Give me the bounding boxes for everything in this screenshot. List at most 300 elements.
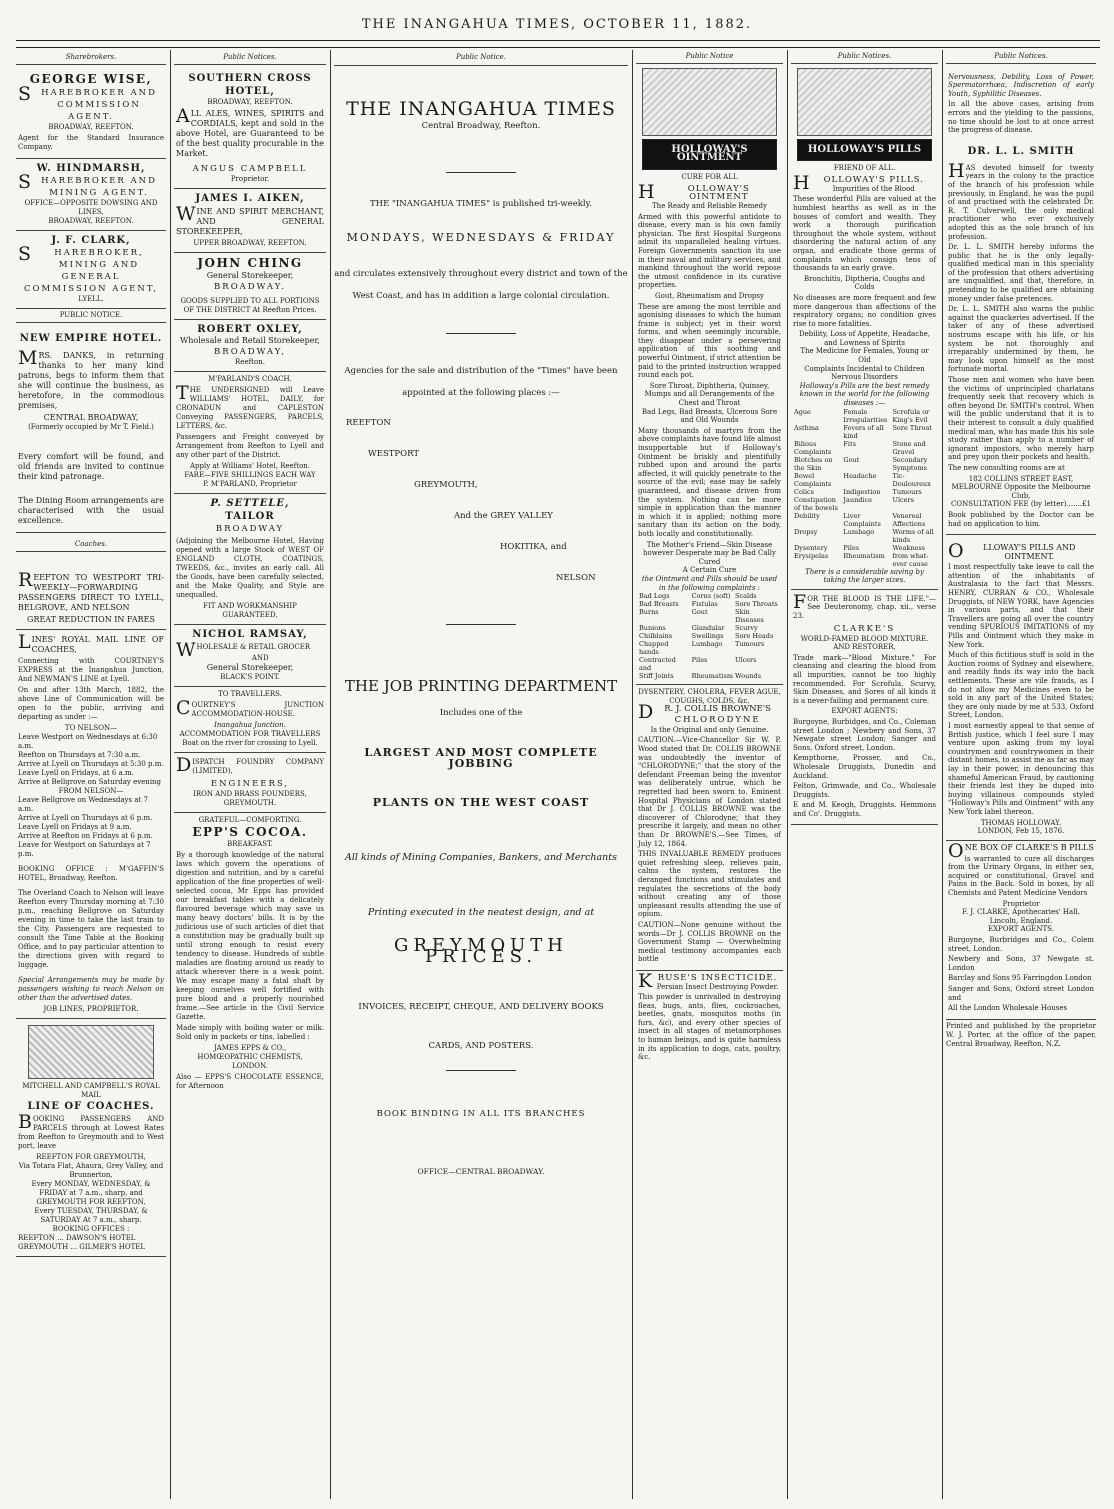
ad-holloway-pills: [791, 173, 938, 590]
holloway-pills-seal: HOLLOWAY'S PILLS: [797, 139, 932, 162]
table-cell: Wounds: [735, 672, 762, 681]
ad-subtitle: Gout, Rheumatism and Dropsy: [655, 291, 764, 300]
newspaper-address: Central Broadway, Reefton.: [421, 121, 541, 131]
ad-text: Leave Lyell on Fridays at 9 a.m.: [18, 823, 132, 831]
column-heading: Public Notices.: [791, 52, 938, 64]
table-cell: Fevers of all kind: [843, 423, 884, 440]
ad-text: GREYMOUTH.: [223, 799, 277, 807]
ad-title: SOUTHERN CROSS HOTEL,: [188, 73, 312, 97]
table-row: [638, 672, 781, 680]
section-heading: Coaches.: [16, 539, 166, 552]
ad-title: JOHN CHING: [197, 256, 303, 270]
table-cell: Gout: [843, 455, 860, 464]
diseases-table: [793, 408, 936, 568]
ad-subtitle: Persian Insect Destroying Powder.: [656, 982, 779, 991]
circulation-note: and circulates extensively throughout every district and town of the West Coast, and has in addition a large colonial circulation.: [334, 269, 628, 301]
table-cell: Dropsy: [794, 527, 818, 536]
table-cell: Swellings: [691, 632, 724, 641]
ad-text: ENGINEERS,: [210, 779, 290, 789]
ad-text: F. J. CLARKE, Apothecaries' Hall,: [962, 908, 1080, 917]
table-cell: Rheumatism: [691, 672, 734, 681]
table-row: [638, 608, 781, 624]
table-row: [793, 488, 936, 496]
ad-text: The Dining Room arrangements are characterised with the usual excellence.: [18, 496, 164, 525]
ad-text: Also — EPPS'S CHOCOLATE ESSENCE, for Afternoon: [176, 1073, 324, 1090]
table-row: [793, 472, 936, 488]
ad-body: Dr. L. L. SMITH hereby informs the public that he is the only legally-qualified medical man in this speciality of the profession that others advertising are unqualified, and that, therefore, in pretending to be qualified are obtaining money under false pretences.: [948, 243, 1094, 303]
ad-text: In all the above cases, arising from errors and the yielding to the passions, no time should be lost to at once arrest the progress of disease.: [948, 100, 1094, 135]
column-inangahua-times: [334, 52, 628, 1501]
ad-subtitle: Holloway's Pills are the best remedy known in the world for the following diseases :—: [799, 381, 930, 408]
ad-text: BOOKING OFFICES :: [52, 1225, 130, 1233]
ad-title: KRUSE'S INSECTICIDE.: [638, 969, 778, 992]
ad-text: Newbery and Sons, 37 Newgate st. London: [948, 955, 1094, 972]
table-cell: Lumbago: [843, 527, 875, 536]
agency-place: NELSON: [556, 573, 596, 583]
job-printing-text: All kinds of Mining Companies, Bankers, and Merchants: [345, 852, 617, 863]
ad-chlorodyne: [636, 685, 783, 971]
table-cell: Fistulas: [691, 600, 718, 609]
ad-text: GREYMOUTH ... GILMER'S HOTEL: [18, 1243, 146, 1251]
column-rule: [632, 50, 633, 1499]
ad-text: BREAKFAST.: [227, 840, 273, 848]
table-cell: Stone and Gravel: [892, 439, 926, 456]
ad-body: No diseases are more frequent and few more dangerous than affections of the respiratory organs; no condition gives rise to more fatalities.: [793, 293, 936, 328]
ad-body: COURTNEY'S JUNCTION ACCOMMODATION-HOUSE.: [176, 697, 324, 719]
ad-courtney-junction: [174, 687, 326, 753]
table-cell: Tumours: [892, 487, 922, 496]
ad-date: LONDON, Feb 15, 1876.: [977, 827, 1065, 836]
ad-text: General Storekeeper,: [206, 663, 294, 672]
ad-subtitle: Bad Legs, Bad Breasts, Ulcerous Sore and Old Wounds: [641, 407, 778, 425]
table-cell: Lumbago: [691, 640, 723, 649]
ad-text: General Storekeeper,: [206, 271, 294, 280]
ad-holloway-warning: [946, 535, 1096, 841]
ad-title: HOLLOWAY'S OINTMENT: [638, 180, 750, 203]
ad-text: TO NELSON—: [64, 724, 118, 732]
table-cell: Piles: [843, 543, 860, 552]
table-row: [638, 640, 781, 656]
ad-subtitle: Nervous Disorders: [831, 373, 898, 382]
table-row: [793, 552, 936, 568]
ad-hindmarsh: [16, 159, 166, 231]
ad-text: Burgoyne, Burbidges, and Co., Coleman street London ; Newbery and Sons, 37 Newgate street London; Sanger and Sons, Oxford street, London.: [793, 717, 936, 752]
ad-body: SHAREBROKER AND MINING AGENT.: [18, 171, 157, 198]
ad-robert-oxley: [174, 320, 326, 372]
ad-insecticide: [636, 971, 783, 1068]
ad-title: DR. L. L. SMITH: [967, 145, 1075, 157]
job-printing-highlight: LARGEST AND MOST COMPLETE JOBBING: [364, 746, 598, 770]
table-cell: Stiff Joints: [639, 672, 674, 681]
ad-text: JAMES EPPS & CO.,: [213, 1044, 287, 1052]
table-row: [793, 440, 936, 456]
holloway-seal-illustration: [642, 68, 777, 136]
table-cell: Glandular: [691, 624, 725, 633]
ad-text: Kempthorne, Prosser, and Co., Wholesale Druggists, Dunedin and Auckland.: [793, 754, 936, 780]
table-cell: Bad Breasts: [639, 600, 679, 609]
column-dr-smith: [946, 52, 1096, 1501]
ad-text: Lincoln, England.: [989, 916, 1053, 925]
ad-body: DISPATCH FOUNDRY COMPANY (LIMITED),: [176, 754, 324, 776]
ad-new-empire-hotel: [16, 323, 166, 533]
table-cell: Bunions: [639, 624, 666, 633]
table-cell: Chilblains: [639, 632, 673, 641]
ad-text: Arrive at Reefton on Fridays at 6 p.m.: [18, 832, 153, 840]
table-row: [793, 424, 936, 440]
table-cell: Skin Diseases: [735, 608, 764, 625]
ad-nichol-ramsay: [174, 625, 326, 687]
column-heading: Public Notice.: [334, 52, 628, 66]
publication-note: THE "INANGAHUA TIMES" is published tri-weekly.: [370, 199, 592, 209]
table-cell: Jaundice: [843, 495, 872, 504]
ad-title: TO TRAVELLERS.: [218, 690, 282, 698]
ad-title: LINE OF COACHES.: [27, 1101, 155, 1112]
ad-mparland-coach: [174, 372, 326, 494]
table-cell: Chapped hands: [639, 640, 669, 657]
ad-body: WINE AND SPIRIT MERCHANT, AND GENERAL STOREKEEPER,: [176, 203, 324, 236]
ad-text: Every MONDAY, WEDNESDAY, & FRIDAY at 7 a.m., sharp, and: [31, 1180, 151, 1197]
masthead-title: THE INANGAHUA TIMES, OCTOBER 11, 1882.: [361, 17, 753, 32]
job-printing-highlight: PLANTS ON THE WEST COAST: [372, 796, 590, 809]
table-cell: Contracted and: [639, 656, 676, 673]
ad-body: CAUTION—None genuine without the words—Dr J. COLLIS BROWNE on the Government Stamp — Overwhelming medical testimony accompanies each bottle: [638, 920, 781, 964]
column-heading: Public Notices.: [174, 52, 326, 65]
ad-signature: THOMAS HOLLOWAY.: [980, 818, 1062, 827]
ad-john-ching: [174, 253, 326, 320]
ad-text: Made simply with boiling water or milk. Sold only in packets or tins, labelled :: [176, 1024, 324, 1041]
ad-title: WORLD-FAMED BLOOD MIXTURE.: [800, 634, 929, 643]
divider: [446, 172, 516, 173]
ad-title: J. F. CLARK,: [51, 235, 131, 246]
ad-body: I most earnestly appeal to that sense of British justice, which I feel sure I may venture upon asking from my loyal countrymen and countrywomen in their distant homes, to assist me as far as may lay in their power, in denouncing this shameful American Fraud, by cautioning their friends lest they be duped into buying villainous compounds styled "Holloway's Pills and Ointment" with any New York label thereon.: [948, 721, 1094, 816]
table-cell: Gout: [691, 608, 708, 617]
ad-title: CHLORODYNE: [674, 714, 761, 725]
ad-subtitle: Bronchitis, Diptheria, Coughs and Colds: [803, 274, 926, 292]
table-cell: Scrofula or King's Evil: [892, 407, 930, 424]
ad-text: Proprietor: [1002, 899, 1040, 908]
ad-signature: P. M'PARLAND, Proprietor: [203, 480, 297, 488]
ad-dr-smith: [946, 68, 1096, 536]
table-cell: Weakness: [892, 543, 926, 552]
ad-text: Arrive at Lyell on Thursdays at 6 p.m.: [18, 814, 153, 822]
ad-body: (Adjoining the Melbourne Hotel, Having opened with a large Stock of WEST OF ENGLAND CLOTH, COATINGS, TWEEDS, &c., invites an early call. All the Goods, have been carefully selected, and the Make Quality, and Style are unequalled.: [176, 537, 324, 599]
table-cell: Sore Heads: [735, 632, 774, 641]
imprint: Printed and published by the proprietor W. J. Porter, at the office of the paper, Central Broadway, Reefton, N.Z.: [946, 1021, 1096, 1048]
ad-body: Those men and women who have been the victims of unprincipled charlatans frequently seek that recovery which is often beyond Dr. SMITH's control. When will the public understand that it is to their interest to consult a duly qualified medical man, who has made this his sole study rather than apply to a number of ignorant impostors, who merely harp and prey upon their pockets and health.: [948, 376, 1094, 462]
ad-text: Arrive at Bellgrove on Saturday evening: [18, 778, 162, 786]
column-heading: Public Notices.: [946, 52, 1096, 64]
seal-caption: CURE FOR ALL: [681, 172, 738, 181]
job-printing-text: INVOICES, RECEIPT, CHEQUE, AND DELIVERY BOOKS: [358, 1002, 604, 1012]
table-cell: Scurvy: [735, 624, 758, 633]
ad-text: Apply at Williams' Hotel, Reefton.: [189, 462, 311, 470]
table-row: [793, 544, 936, 552]
column-heading: Sharebrokers.: [16, 52, 166, 65]
ad-subtitle: Complaints Incidental to Children: [804, 364, 925, 373]
ad-text: LONDON.: [232, 1062, 268, 1070]
table-cell: Female Irregularities: [843, 407, 888, 424]
ad-body: I most respectfully take leave to call the attention of the inhabitants of Australasia to the fact that Messrs. HENRY, CURRAN & CO., Wholesale Druggists, of NEW YORK, have Agencies in various parts, and that their Travellers are going all over the country vending SPURIOUS IMITATIONS of my Pills and Ointment which they make in New York.: [948, 563, 1094, 649]
agencies-note: Agencies for the sale and distribution of the "Times" have been appointed at the following places :—: [344, 366, 618, 398]
ad-title: CLARKE'S: [833, 623, 896, 634]
ad-body: SHAREBROKER, MINING AND GENERAL COMMISSION AGENT,: [18, 243, 158, 294]
table-cell: Venereal Affections: [892, 511, 926, 528]
table-row: [638, 656, 781, 672]
ad-body: Much of this fictitious stuff is sold in the Auction rooms of Sydney and elsewhere, and readily finds its way into the back settlements. These are vile frauds, as I do not allow my Medicines even to be sold in any part of the United States; they are only made by me at 533, Oxford Street, London.: [948, 651, 1094, 720]
table-row: [793, 512, 936, 528]
job-printing-heading: THE JOB PRINTING DEPARTMENT: [344, 677, 618, 695]
ad-text: Arrive at Lyell on Thursdays at 5:30 p.m.: [18, 760, 164, 768]
ad-body: This powder is unrivalled in destroying fleas, bugs, ants, flies, cockroaches, beetles, gnats, mosquitos moths (in furs, &c), and every other species of insect in all stages of metamorphoses to human beings, and is quite harmless in its application to dogs, cats, poultry, &c.: [638, 993, 781, 1062]
ad-text: On and after 13th March, 1882, the above Line of Communication will be open to the public, arriving and departing as under :—: [18, 686, 164, 721]
table-cell: Asthma: [794, 423, 819, 432]
ad-text: Leave for Westport on Saturdays at 7 p.m.: [18, 841, 151, 858]
ad-title: NEW EMPIRE HOTEL.: [19, 333, 163, 344]
column-public-notices-2: [174, 52, 326, 1501]
ad-body: Armed with this powerful antidote to disease, every man is his own family physician. The first Hospital Surgeons admit its unparalleled healing virtues. Foreign Governments sanction its use in their naval and military services, and mankind throughout the world repose the utmost confidence in its curative properties.: [638, 212, 781, 290]
ad-signature: JOB LINES, PROPRIETOR.: [43, 1005, 139, 1013]
ad-text: Reefton.: [235, 358, 265, 366]
masthead: [0, 0, 1114, 44]
ad-mitchell-campbell: [16, 1019, 166, 1257]
holloway-ointment-seal: HOLLOWAY'S OINTMENT: [642, 139, 777, 170]
job-printing-text: Printing executed in the neatest design, and at: [367, 907, 595, 918]
ad-title: P. SETTELE,: [210, 498, 290, 509]
ad-text: Agent for the Standard Insurance Company.: [18, 134, 164, 151]
table-cell: Indigestion: [843, 487, 881, 496]
table-cell: Corns (soft): [691, 592, 731, 601]
ad-text: There is a considerable saving by taking the larger sizes.: [805, 567, 924, 585]
ad-title: ROBERT OXLEY,: [197, 324, 303, 335]
ad-body: MRS. DANKS, in returning thanks to her many kind patrons, begs to inform them that she will continue the business, as heretofore, in the commodious premises,: [18, 347, 164, 410]
ad-body: These are among the most terrible and agonising diseases to which the human frame is subject; yet in their worst forms, and when seemingly incurable, they disappear under a persevering application of this soothing and powerful Ointment, if strict attention be paid to the printed instruction wrapped round each pot.: [638, 302, 781, 380]
column-rule: [170, 50, 171, 1499]
ad-text: Burgoyne, Burbridges and Co., Colem street, London.: [948, 936, 1094, 953]
ad-body: SHAREBROKER AND COMMISSION AGENT.: [18, 83, 157, 122]
ad-text: Inangahua Junction.: [214, 721, 286, 729]
ad-text: MITCHELL AND CAMPBELL'S ROYAL MAIL: [22, 1082, 160, 1099]
table-cell: Ague: [794, 407, 811, 416]
table-cell: Scalds: [735, 592, 757, 601]
ad-subtitle: the Ointment and Pills should be used in the following complaints :: [641, 574, 778, 592]
masthead-rule-bottom: [16, 47, 1100, 48]
divider: [446, 1070, 516, 1071]
ad-body: Trade mark—"Blood Mixture." For cleansing and clearing the blood from all impurities, cannot be too highly recommended. For Scrofula, Scurvy, Skin Diseases, and Sores of all kinds it is a never-failing and permanent cure.: [793, 653, 936, 705]
ad-text: E and M. Keogh, Druggists. Hemmons and Co'. Druggists.: [793, 801, 936, 818]
ad-southern-cross-hotel: [174, 69, 326, 189]
ad-text: GREYMOUTH FOR REEFTON,: [36, 1198, 146, 1206]
ad-text: Book published by the Doctor can be had on application to him.: [948, 510, 1094, 528]
ad-address: 182 COLLINS STREET EAST, MELBOURNE Opposite the Melbourne Club,: [951, 474, 1091, 500]
ad-body: WHOLESALE & RETAIL GROCER: [176, 639, 311, 661]
ad-title: HOLLOWAY'S PILLS.: [793, 172, 924, 195]
ad-text: Reefton on Thursdays at 7:30 a.m.: [18, 751, 141, 759]
ad-address: LYELL.: [78, 295, 104, 303]
job-printing-text: BOOK BINDING IN ALL ITS BRANCHES: [376, 1109, 586, 1119]
table-cell: Ulcers: [735, 656, 757, 665]
ad-body: Dr. L. L. SMITH also warns the public against the quackeries advertised. If the taker of any of these advertised nostrums escape with his life, or his system be not thoroughly and irreparably undermined by them, he may look upon himself as the most fortunate mortal.: [948, 305, 1094, 374]
ad-body: ALL ALES, WINES, SPIRITS and CORDIALS, kept and sold in the above Hotel, are Guaranteed to be of the best quality procurable in the Market.: [176, 105, 324, 158]
ad-title: LINES' ROYAL MAIL LINE OF COACHES,: [18, 631, 164, 654]
ad-text: Special Arrangements may be made by passengers wishing to reach Nelson on other than the advertised dates.: [18, 976, 164, 1002]
column-holloway-ointment: [636, 52, 783, 1501]
ad-text: FROM NELSON—: [58, 787, 124, 795]
divider: [446, 624, 516, 625]
ad-body: Connecting with COURTNEY'S EXPRESS at the Inangahua Junction, And NEWMAN'S LINE at Lyell.: [18, 657, 164, 683]
table-row: [638, 632, 781, 640]
ad-text: REEFTON FOR GREYMOUTH,: [36, 1153, 146, 1161]
ad-address: CENTRAL BROADWAY,: [43, 413, 139, 422]
ad-text: FIT AND WORKMANSHIP GUARANTEED.: [203, 602, 297, 619]
ad-title: DR. J. COLLIS BROWNE'S: [638, 701, 771, 724]
ad-clark: [16, 231, 166, 309]
ad-text: OFFICE—OPPOSITE DOWSING AND LINES,: [24, 199, 158, 216]
table-row: [793, 528, 936, 544]
ad-title: ONE BOX OF CLARKE'S B PILLS: [948, 840, 1094, 863]
ad-dispatch-foundry: [174, 753, 326, 813]
publication-days: MONDAYS, WEDNESDAYS & FRIDAY: [346, 231, 616, 244]
table-row: [793, 496, 936, 512]
ad-subtitle: EXPORT AGENTS.: [988, 925, 1054, 934]
ad-text: AND: [251, 654, 269, 662]
ad-address: BROADWAY, REEFTON.: [207, 98, 293, 106]
ad-text: IRON AND BRASS FOUNDERS,: [193, 790, 307, 798]
ad-body: THIS INVALUABLE REMEDY produces quiet refreshing sleep, relieves pain, calms the system, restores the deranged functions and stimulates and regulates the secretions of the body without creating any of those unpleasant results attending the use of opium.: [638, 850, 781, 919]
ad-address: BROADWAY, REEFTON.: [48, 123, 134, 131]
agency-place: WESTPORT: [368, 449, 420, 459]
table-cell: Worms of all kinds: [892, 527, 934, 544]
ad-body: THE UNDERSIGNED will Leave WILLIAMS' HOTEL, DAILY, for CRONADUN and CAPLESTON Conveying PASSENGERS, PARCELS, LETTERS, &c.: [176, 382, 324, 430]
ad-title: JAMES I. AIKEN,: [195, 193, 305, 204]
complaints-table: [638, 592, 781, 680]
table-cell: Debility: [794, 511, 820, 520]
ad-text: Every TUESDAY, THURSDAY, & SATURDAY At 7 a.m., sharp.: [34, 1207, 148, 1224]
ad-text: GREAT REDUCTION IN FARES: [27, 615, 155, 624]
ad-text: TAILOR: [225, 511, 275, 522]
ad-text: CONSULTATION FEE (by letter).......£1: [951, 500, 1091, 509]
ad-text: (Formerly occupied by Mr T. Field.): [28, 423, 154, 431]
ad-text: Sanger and Sons, Oxford street London and: [948, 985, 1094, 1002]
agency-place: REEFTON: [346, 418, 391, 428]
table-cell: Tic-Douloureux: [892, 471, 931, 488]
column-rule: [942, 50, 943, 1499]
ad-text: FOR THE BLOOD IS THE LIFE."—See Deuteronomy, chap. xii., verse 23.: [793, 590, 936, 620]
ad-subtitle: EXPORT AGENTS:: [831, 707, 898, 716]
table-row: [638, 624, 781, 632]
table-cell: Bilious Complaints: [794, 439, 832, 456]
job-printing-text: CARDS, AND POSTERS.: [428, 1041, 534, 1051]
agency-place: GREYMOUTH,: [414, 480, 478, 490]
table-cell: Burns: [639, 608, 659, 617]
ad-body: CAUTION.—Vice-Chancellor Sir W. P. Wood stated that Dr. COLLIS BROWNE was undoubtedly the inventor of "CHLORODYNE;" that the story of the defendant Freeman being the inventor was deliberately untrue, which he regretted had been sworn to. Eminent Hospital Physicians of London stated that Dr J. COLLIS BROWNE was the discoverer of Chlorodyne; that they prescribe it largely, and mean no other than Dr BROWNE'S.—See Times, of July 12, 1864.: [638, 736, 781, 848]
ad-body: Many thousands of martyrs from the above complaints have found life almost insupportable but if Holloway's Ointment be briskly and plentifully rubbed upon and around the parts affected, it will quickly penetrate to the source of the evil; ease may be safely guaranteed, and disease driven from the system. Nothing can be more simple in application than the manner in which it is applied; nothing more sanitary than its action on the body, both locally and constitutionally.: [638, 426, 781, 538]
ad-text: FARE—FIVE SHILLINGS EACH WAY: [184, 471, 316, 479]
table-cell: Constipation of the bowels: [794, 495, 838, 512]
holloway-seal-illustration: [797, 68, 932, 136]
table-cell: Headache: [843, 471, 877, 480]
office-address: OFFICE—CENTRAL BROADWAY.: [417, 1167, 545, 1176]
ad-clarke-blood-mixture: [791, 590, 938, 826]
ad-address: BLACK'S POINT.: [220, 673, 280, 681]
ad-text: BOOKING OFFICE : M'GAFFIN'S HOTEL, Broadway, Reefton.: [18, 865, 164, 882]
table-cell: Colics: [794, 487, 815, 496]
table-row: [793, 456, 936, 472]
agency-place: And the GREY VALLEY: [454, 511, 553, 521]
table-cell: from what-ever cause: [892, 551, 929, 568]
ad-title: M'PARLAND'S COACH.: [208, 375, 292, 383]
job-printing-prices: GREYMOUTH PRICES.: [393, 935, 568, 967]
ad-subtitle: A Certain Cure: [682, 566, 737, 575]
ad-text: Leave Bellgrove on Wednesdays at 7 a.m.: [18, 796, 148, 813]
ad-body: GOODS SUPPLIED TO ALL PORTIONS OF THE DISTRICT At Reefton Prices.: [180, 297, 320, 314]
ad-settele-tailor: [174, 494, 326, 625]
table-cell: Bowel Complaints: [794, 471, 832, 488]
section-heading: PUBLIC NOTICE.: [16, 309, 166, 323]
ad-subtitle: Sore Throat, Diphtheria, Quinsey, Mumps and all Derangements of the Chest and Throat: [644, 381, 775, 408]
ad-text: Nervousness, Debility, Loss of Power, Spermatorrhœa, Indiscretion of early Youth, Syphilitic Diseases.: [948, 72, 1094, 98]
ad-body: is warranted to cure all discharges from the Urinary Organs, in either sex, acquired or constitutional, Gravel and Pains in the Back. Sold in boxes, by all Chemists and Patent Medicine Vendors: [948, 854, 1094, 898]
coach-illustration: [28, 1025, 154, 1079]
ad-title: GEORGE WISE,: [29, 72, 153, 86]
ad-aiken: [174, 189, 326, 253]
table-cell: Secondary Symptoms: [892, 455, 928, 472]
ad-text: Felton, Grimwade, and Co., Wholesale Druggists.: [793, 782, 936, 799]
ad-holloway-ointment: [636, 182, 783, 685]
ad-subtitle: The Medicine for Females, Young or Old: [800, 347, 929, 365]
table-row: [793, 408, 936, 424]
newspaper-title: THE INANGAHUA TIMES: [346, 98, 616, 120]
table-cell: Blotches on the Skin: [794, 455, 833, 472]
ad-lines-royal-mail: [16, 630, 166, 1019]
ad-text: Every comfort will be found, and old friends are invited to continue their kind patronage.: [18, 452, 164, 481]
column-heading: Public Notice: [636, 52, 783, 64]
ad-text: Passengers and Freight conveyed by Arrangement from Reefton to Lyell and any other part of the District.: [176, 433, 324, 459]
ad-body: REEFTON TO WESTPORT TRI-WEEKLY—FORWARDING PASSENGERS DIRECT TO LYELL, BELGROVE, AND NELSON: [18, 569, 164, 612]
ad-body: These wonderful Pills are valued at the humblest hearths as well as in the houses of comfort and wealth. They work a thorough purification throughout the whole system, without disordering the natural action of any organ, and eradicate those germs of complaints which consign tens of thousands to an early grave.: [793, 195, 936, 273]
ad-title: W. HINDMARSH,: [36, 163, 146, 174]
ad-text: DYSENTERY, CHOLERA, FEVER AGUE, COUGHS, COLDS, &c.: [638, 688, 781, 705]
ad-text: Proprietor.: [230, 175, 270, 183]
table-row: [638, 592, 781, 600]
ad-text: Barclay and Sons 95 Farringdon London: [948, 974, 1092, 983]
column-rule: [787, 50, 788, 1499]
ad-title: OLLOWAY'S PILLS AND OINTMENT.: [948, 540, 1076, 563]
ad-address: BROADWAY,: [214, 347, 286, 357]
table-cell: Liver Complaints: [843, 511, 881, 528]
ad-text: HOMŒOPATHIC CHEMISTS,: [197, 1053, 303, 1061]
table-cell: Dysentery: [794, 543, 828, 552]
ad-address: BROADWAY.: [214, 282, 286, 292]
ad-address: UPPER BROADWAY, REEFTON.: [193, 239, 307, 247]
table-cell: Tumours: [735, 640, 765, 649]
ad-text: Boat on the river for crossing to Lyell.: [182, 739, 318, 747]
table-cell: Fits: [843, 439, 856, 448]
table-cell: Sore Throats: [735, 600, 778, 609]
table-row: [638, 600, 781, 608]
ad-body: HAS devoted himself for twenty years in the colony to the practice of the branch of his profession while previously, in England, he was the pupil of and practised with the celebrated Dr. R. T. Culverwell, the only medical practitioner who ever exclusively adopted this as the sole branch of his profession.: [948, 159, 1094, 241]
ad-subtitle: Impurities of the Blood: [832, 184, 915, 193]
table-cell: Bad Legs: [639, 592, 670, 601]
ad-subtitle: The Ready and Reliable Remedy: [652, 201, 767, 210]
masthead-rule-top: [16, 40, 1100, 41]
ad-text: GRATEFUL—COMFORTING.: [198, 816, 302, 824]
table-cell: Piles: [691, 656, 708, 665]
column-holloway-pills: [791, 52, 938, 1501]
table-cell: Ulcers: [892, 495, 914, 504]
ad-text: The Overland Coach to Nelson will leave Reefton every Thursday morning at 7:30 p.m., reaching Bellgrove on Saturday evening in time to take the last train to the City. Passengers are requested to consult the Time Table at the Booking Office, and to pay particular attention to the directions given with regard to luggage.: [18, 889, 164, 969]
ad-text: ACCOMMODATION FOR TRAVELLERS: [179, 730, 321, 738]
ad-text: The new consulting rooms are at: [948, 463, 1065, 472]
